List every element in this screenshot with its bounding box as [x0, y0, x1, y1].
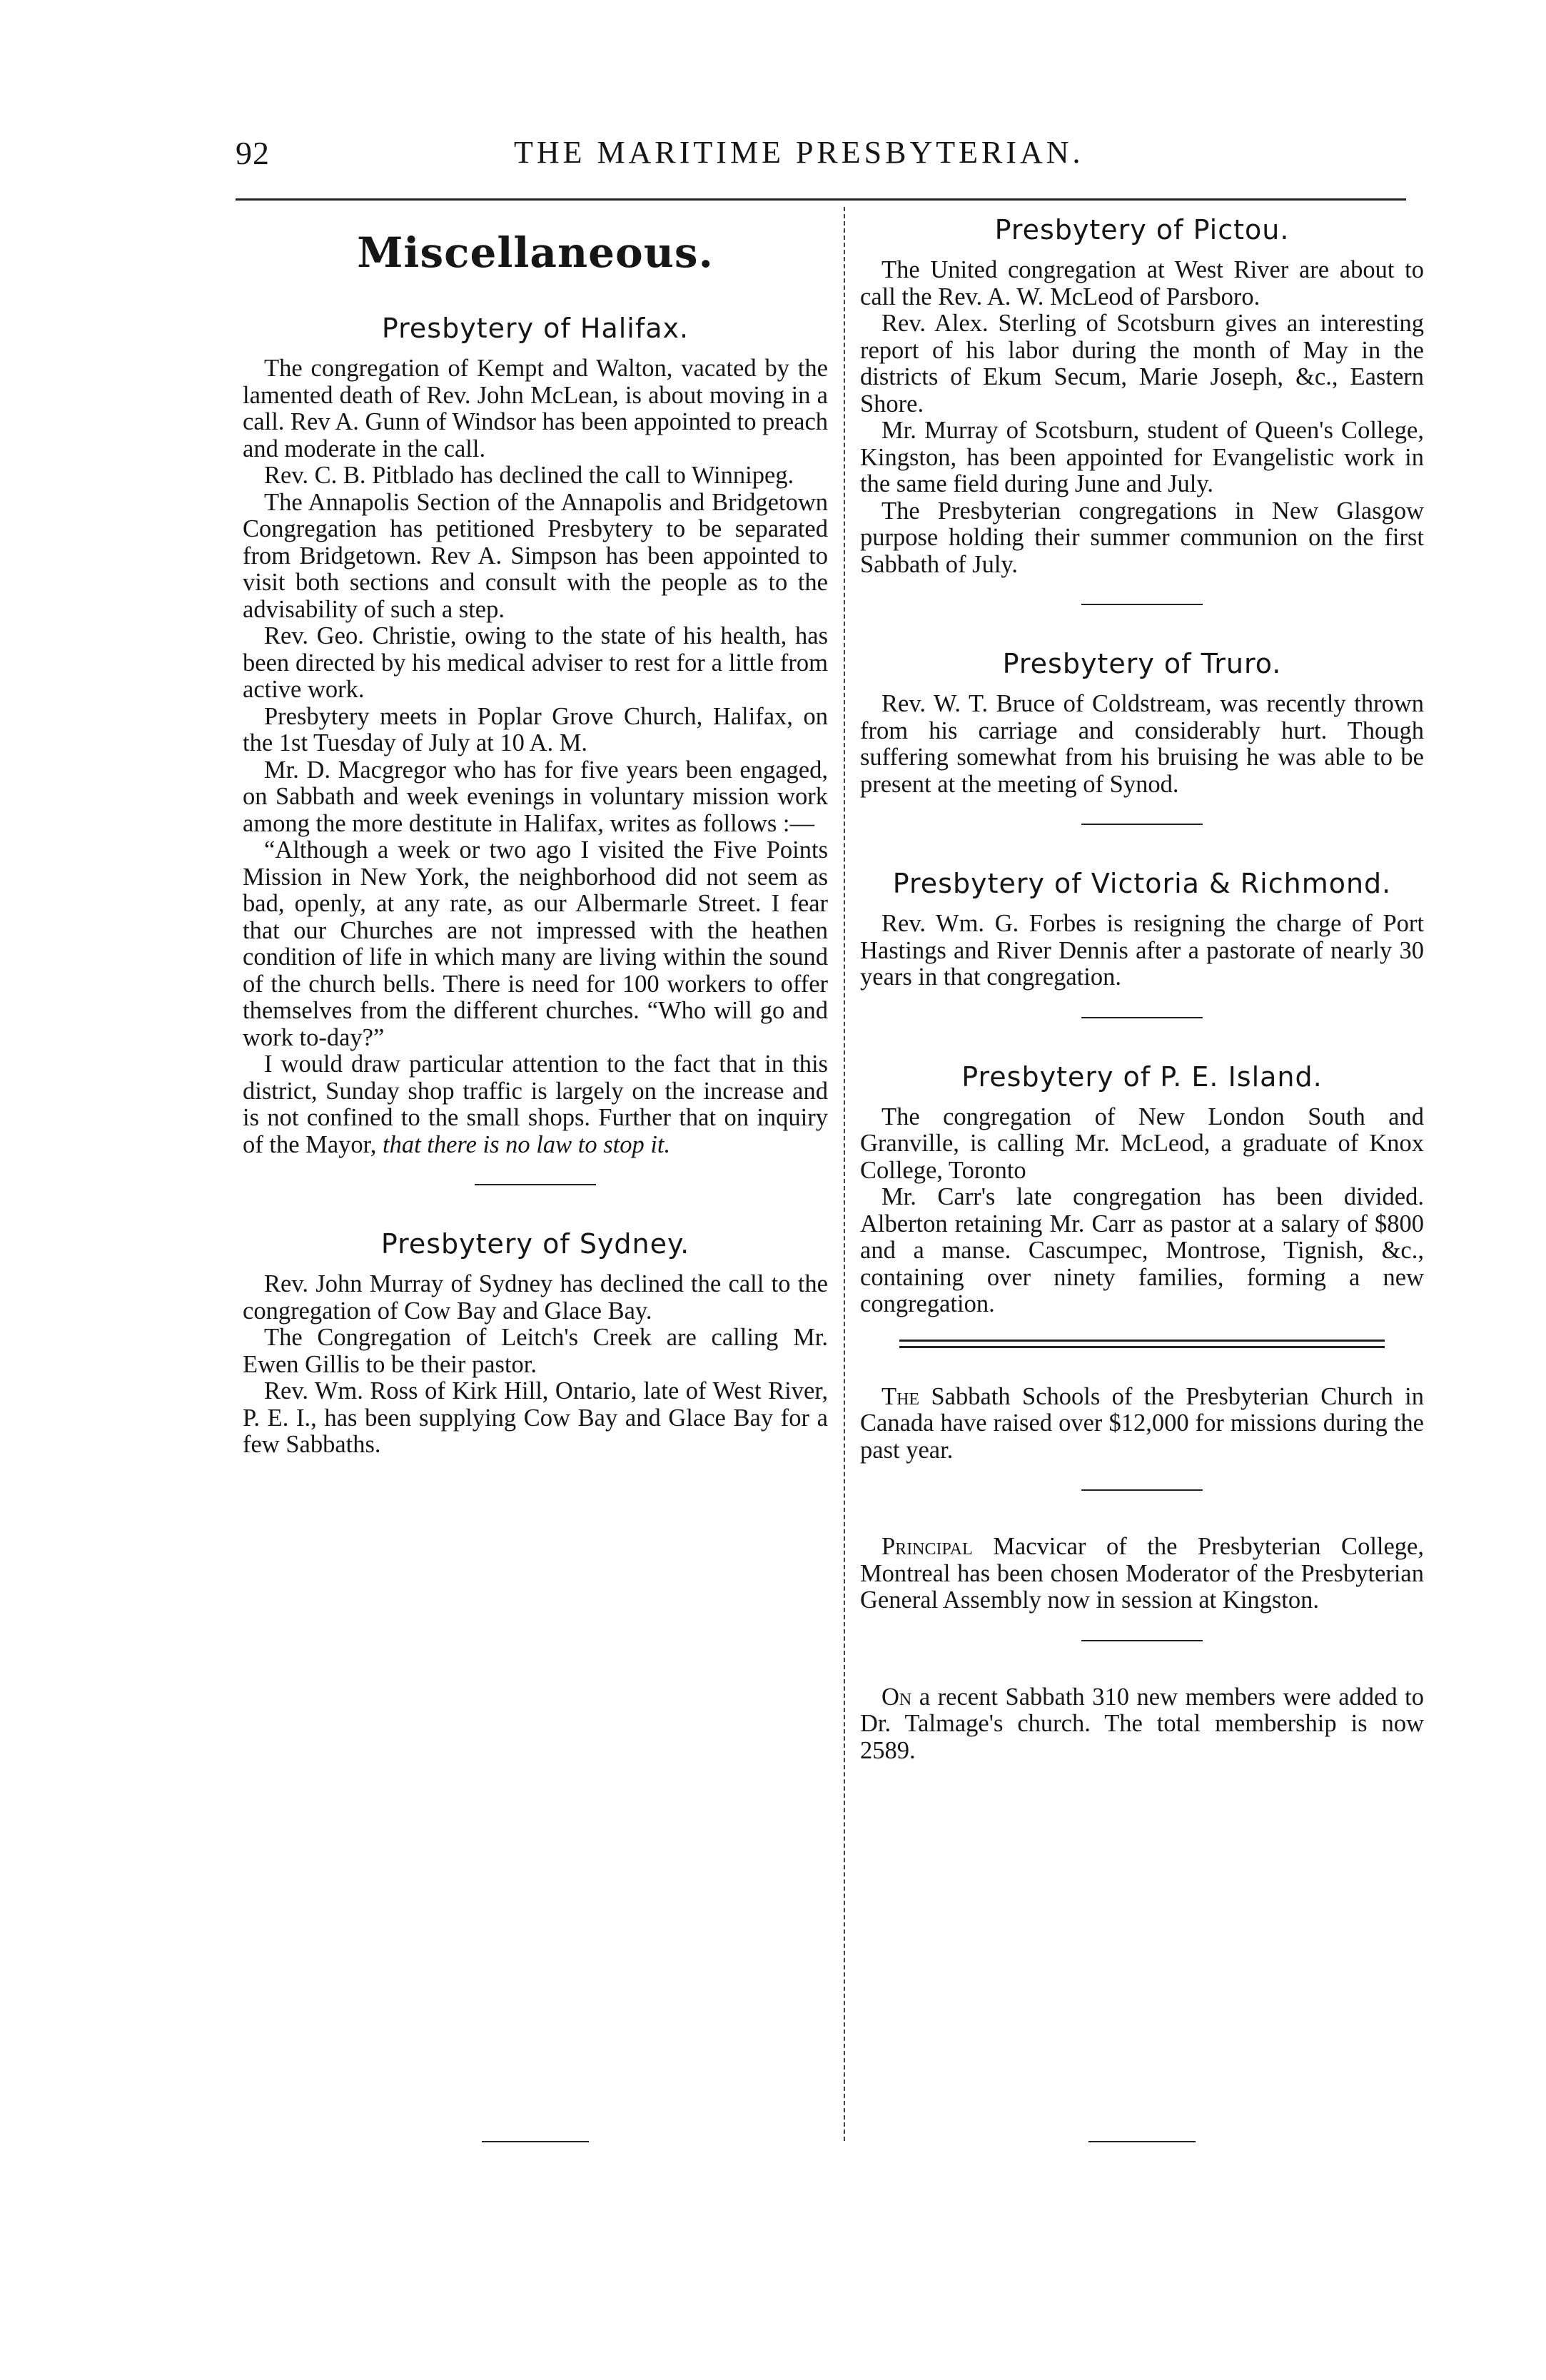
right-column	[860, 214, 1424, 1764]
article-pictou	[860, 214, 1424, 578]
page-number: 92	[236, 135, 270, 171]
paragraph-italic-text: that there is no law to stop it.	[382, 1130, 671, 1158]
separator-rule	[1081, 1489, 1203, 1491]
header-rule	[236, 198, 1406, 201]
news-note-talmage	[860, 1684, 1424, 1765]
article-pei	[860, 1061, 1424, 1318]
heading-pictou: Presbytery of Pictou.	[994, 214, 1290, 245]
paragraph: Rev. Wm. G. Forbes is resigning the charge of Port Hastings and River Dennis after a pastorate of nearly 30 years in that congregation.	[860, 910, 1424, 991]
news-note-sabbath-schools	[860, 1384, 1424, 1464]
paragraph: The Presbyterian congregations in New Glasgow purpose holding their summer communion on the first Sabbath of July.	[860, 497, 1424, 578]
article-truro	[860, 648, 1424, 798]
note-text: a recent Sabbath 310 new members were added to Dr. Talmage's church. The total membership is now 2589.	[860, 1683, 1424, 1764]
heading-truro: Presbytery of Truro.	[1002, 648, 1282, 679]
column-divider	[844, 207, 845, 2141]
lead-word: The	[881, 1382, 920, 1410]
heading-pei: Presbytery of P. E. Island.	[961, 1060, 1323, 1093]
paragraph	[243, 1051, 828, 1158]
paragraph: Rev. Geo. Christie, owing to the state of his health, has been directed by his medical adviser to rest for a little from active work.	[243, 622, 828, 703]
paragraph: Mr. Murray of Scotsburn, student of Queen's College, Kingston, has been appointed for Evangelistic work in the same field during June and July.	[860, 417, 1424, 497]
note-text: Macvicar of the Presbyterian College, Montreal has been chosen Moderator of the Presbyterian General Assembly now in session at Kingston.	[860, 1533, 1424, 1614]
paragraph: Rev. Wm. Ross of Kirk Hill, Ontario, late of West River, P. E. I., has been supplying Cow Bay and Glace Bay for a few Sabbaths.	[243, 1377, 828, 1458]
left-column	[243, 214, 828, 1459]
running-title: THE MARITIME PRESBYTERIAN.	[514, 135, 1084, 170]
separator-rule	[1081, 1640, 1203, 1641]
paragraph: Mr. D. Macgregor who has for five years been engaged, on Sabbath and week evenings in voluntary mission work among the more destitute in Halifax, writes as follows :—	[243, 756, 828, 837]
separator-rule	[475, 1184, 596, 1185]
article-victoria-richmond	[860, 868, 1424, 991]
heading-halifax: Presbytery of Halifax.	[381, 313, 689, 344]
paragraph-text: I would draw particular attention to the fact that in this district, Sunday shop traffic is largely on the increase and is not confined to the small shops. Further that on inquiry of the Mayor,	[243, 1050, 828, 1158]
paragraph: The congregation of New London South and Granville, is calling Mr. McLeod, a graduate of Knox College, Toronto	[860, 1103, 1424, 1184]
separator-rule	[1081, 824, 1203, 825]
article-sydney	[243, 1228, 828, 1459]
paragraph: Rev. John Murray of Sydney has declined the call to the congregation of Cow Bay and Glace Bay.	[243, 1270, 828, 1325]
separator-rule	[1081, 604, 1203, 605]
lead-word: Principal	[881, 1533, 973, 1560]
double-separator-rule	[899, 1340, 1385, 1348]
footer-rule-right	[1088, 2141, 1196, 2142]
note-text: Sabbath Schools of the Presbyterian Church in Canada have raised over $12,000 for missions during the past year.	[860, 1382, 1424, 1464]
paragraph: Rev. Alex. Sterling of Scotsburn gives an interesting report of his labor during the month of May in the districts of Ekum Secum, Marie Joseph, &c., Eastern Shore.	[860, 310, 1424, 417]
paragraph: Rev. C. B. Pitblado has declined the call to Winnipeg.	[264, 462, 794, 489]
heading-victoria-richmond: Presbytery of Victoria & Richmond.	[892, 868, 1392, 899]
paragraph: The Annapolis Section of the Annapolis and Bridgetown Congregation has petitioned Presbytery to be separated from Bridgetown. Rev A. Simpson has been appointed to visit both sections and consult with the people as to the advisability of such a step.	[243, 488, 828, 623]
page-header	[236, 134, 1463, 184]
paragraph: The Congregation of Leitch's Creek are calling Mr. Ewen Gillis to be their pastor.	[243, 1324, 828, 1378]
article-halifax	[243, 313, 828, 1158]
section-title: Miscellaneous.	[357, 228, 714, 277]
heading-sydney: Presbytery of Sydney.	[380, 1228, 690, 1260]
quoted-letter: “Although a week or two ago I visited the Five Points Mission in New York, the neighborhood did not seem as bad, openly, at any rate, as our Albermarle Street. I fear that our Churches are not impressed with the heathen condition of life in which many are living within the sound of the church bells. There is need for 100 workers to offer themselves from the different churches. “Who will go and work to-day?”	[243, 836, 828, 1051]
paragraph: Mr. Carr's late congregation has been divided. Alberton retaining Mr. Carr as pastor at a salary of $800 and a manse. Cascumpec, Montrose, Tignish, &c., containing over ninety families, forming a new congregation.	[860, 1183, 1424, 1317]
paragraph: The congregation of Kempt and Walton, vacated by the lamented death of Rev. John McLean, is about moving in a call. Rev A. Gunn of Windsor has been appointed to preach and moderate in the call.	[243, 355, 829, 462]
separator-rule	[1081, 1017, 1203, 1018]
paragraph: Presbytery meets in Poplar Grove Church, Halifax, on the 1st Tuesday of July at 10 A. M.	[243, 702, 828, 756]
paragraph: Rev. W. T. Bruce of Coldstream, was recently thrown from his carriage and considerably hurt. Though suffering somewhat from his bruising he was able to be present at the meeting of Synod.	[860, 690, 1424, 798]
lead-word: On	[881, 1683, 912, 1711]
footer-rule-left	[482, 2141, 589, 2142]
paragraph: The United congregation at West River are about to call the Rev. A. W. McLeod of Parsboro.	[860, 256, 1424, 310]
news-note-principal	[860, 1534, 1424, 1614]
